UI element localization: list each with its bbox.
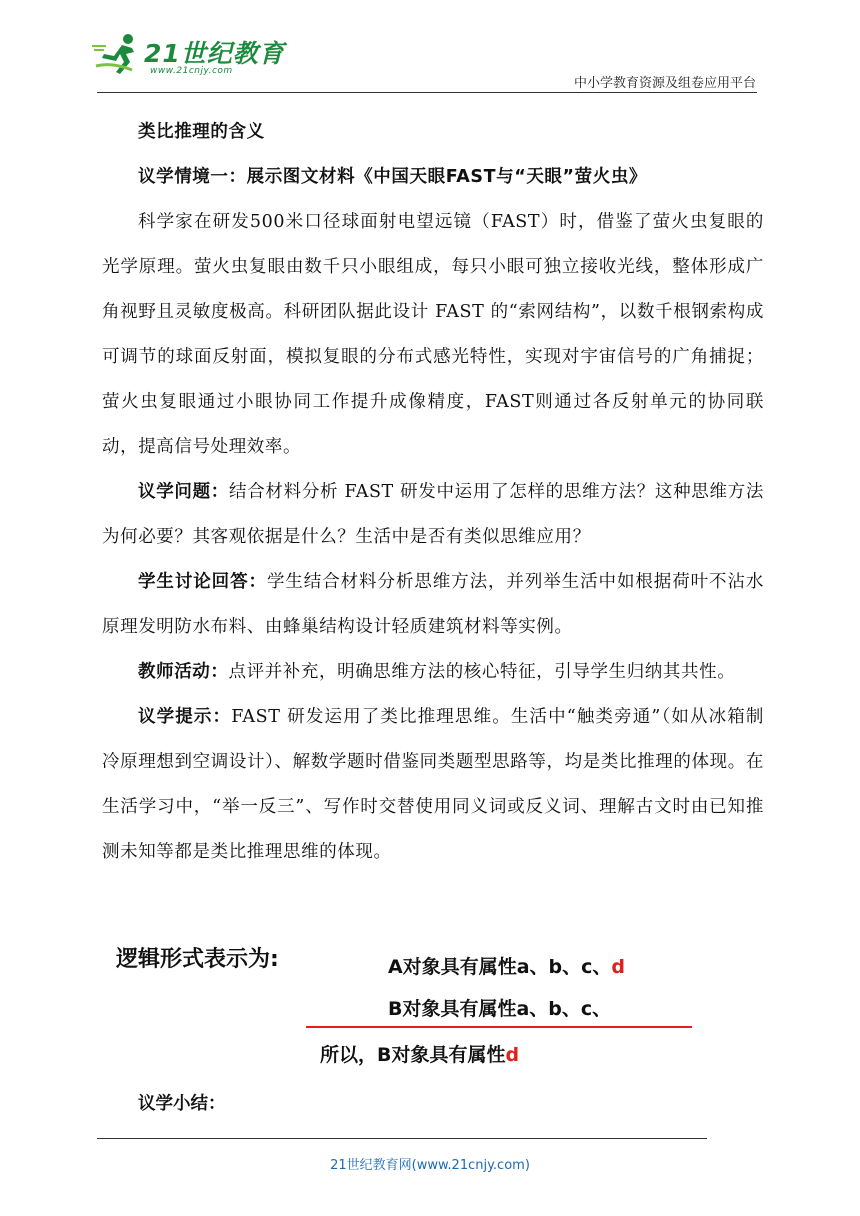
premise-a-text: A对象具有属性a、b、c、 [388,956,612,978]
teacher-label: 教师活动： [138,662,229,682]
site-logo [92,28,292,84]
section-title: 类比推理的含义 [138,122,265,142]
students-label: 学生讨论回答： [138,572,267,592]
conclusion [320,1040,519,1067]
question-paragraph [102,470,764,560]
logic-form-figure [110,938,710,1078]
conclusion-text: 所以，B对象具有属性 [320,1044,506,1066]
logic-label: 逻辑形式表示为: [116,947,279,972]
question-text: 结合材料分析 FAST 研发中运用了怎样的思维方法？这种思维方法为何必要？其客观依据是什么？生活中是否有类似思维应用？ [102,482,765,547]
header-divider [97,92,757,93]
logo-url: www.21cnjy.com [150,66,233,76]
premise-b: B对象具有属性a、b、c、 [388,998,612,1020]
logo-text: 21世纪教育 [144,39,285,68]
students-text: 学生结合材料分析思维方法，并列举生活中如根据荷叶不沾水原理发明防水布料、由蜂巢结构设计轻质建筑材料等实例。 [102,572,764,637]
platform-name: 中小学教育资源及组卷应用平台 [573,76,756,91]
tip-text: FAST 研发运用了类比推理思维。生活中“触类旁通”（如从冰箱制冷原理想到空调设计）、解数学题时借鉴同类题型思路等，均是类比推理的体现。在生活学习中，“举一反三”、写作时交替使用同义词或反义词、理解古文时由已知推测未知等都是类比推理思维的体现。 [102,707,764,862]
material-paragraph: 科学家在研发500米口径球面射电望远镜（FAST）时，借鉴了萤火虫复眼的光学原理。萤火虫复眼由数千只小眼组成，每只小眼可独立接收光线，整体形成广角视野且灵敏度极高。科研团队据此设计 FAST 的“索网结构”，以数千根钢索构成可调节的球面反射面，模拟复眼的分布式感光特性，实现对宇宙信号的广角捕捉；萤火虫复眼通过小眼协同工作提升成像精度，FAST则通过各反射单元的协同联动，提高信号处理效率。 [102,212,764,457]
running-figure-icon [92,32,146,76]
tip-paragraph [102,695,764,875]
conclusion-red: d [505,1044,520,1066]
summary-label: 议学小结： [138,1094,226,1114]
document-body [102,110,764,875]
students-paragraph [102,560,764,650]
premise-a-red: d [611,956,625,978]
teacher-paragraph [102,650,764,695]
footer-divider [97,1138,707,1139]
question-label: 议学问题： [138,482,230,502]
teacher-text: 点评并补充，明确思维方法的核心特征，引导学生归纳其共性。 [228,662,736,682]
footer-link[interactable]: 21世纪教育网(www.21cnjy.com) [330,1158,530,1173]
tip-label: 议学提示： [138,707,232,727]
premise-a [388,952,625,979]
conclusion-divider [306,1026,692,1028]
scenario-title: 议学情境一：展示图文材料《中国天眼FAST与“天眼”萤火虫》 [138,167,648,187]
